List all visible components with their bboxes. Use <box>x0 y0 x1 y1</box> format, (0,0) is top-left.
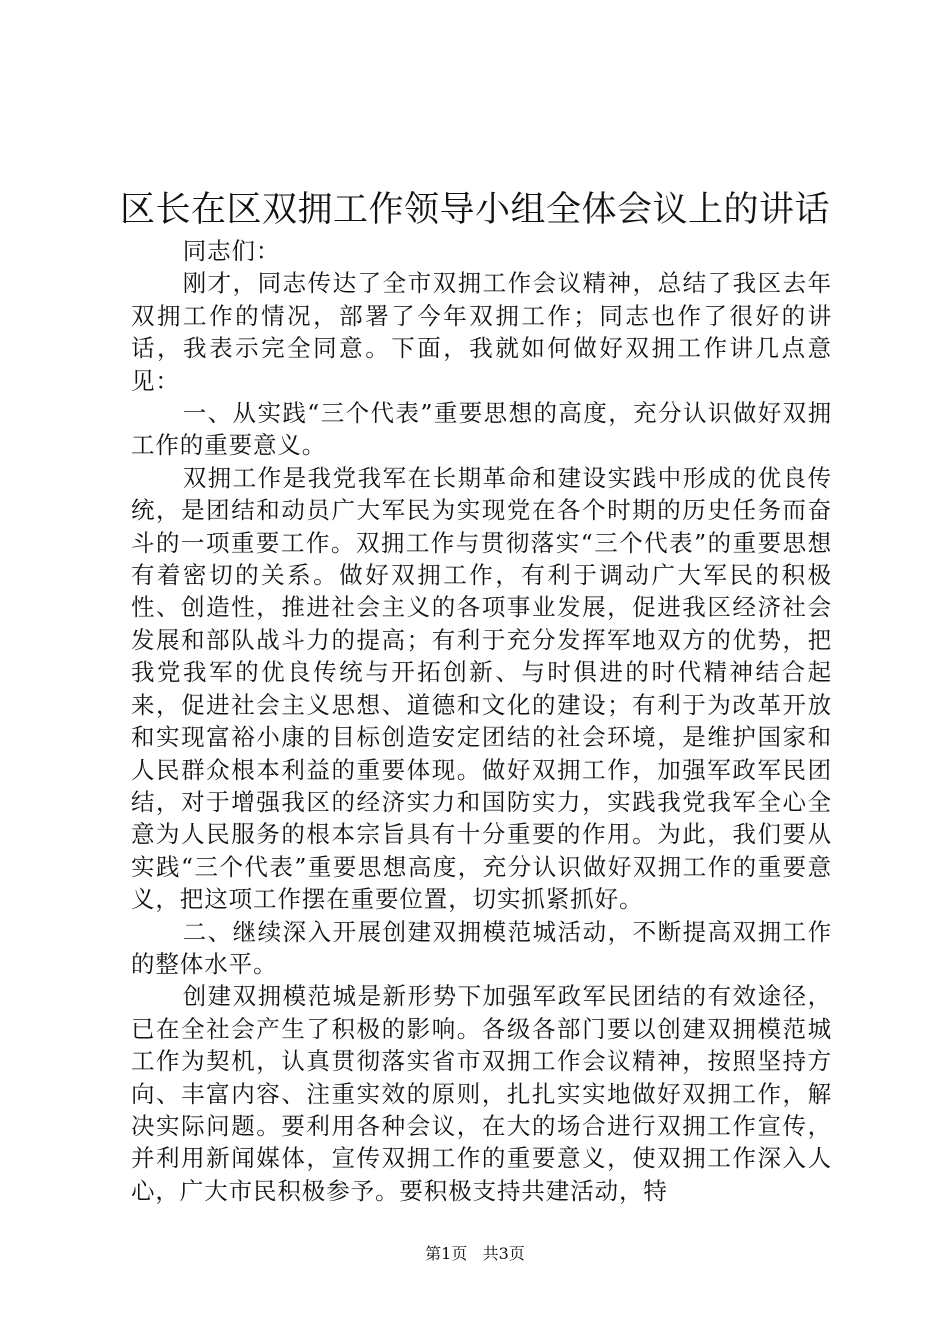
salutation-paragraph: 同志们： <box>182 237 281 265</box>
opening-paragraph: 刚才，同志传达了全市双拥工作会议精神，总结了我区去年双拥工作的情况，部署了今年双拥工作；同志也作了很好的讲话，我表示完全同意。下面，我就如何做好双拥工作讲几点意见： <box>131 269 832 395</box>
footer-spacer <box>472 1243 477 1265</box>
total-page-count: 共3页 <box>482 1244 525 1263</box>
section-2-paragraph: 创建双拥模范城是新形势下加强军政军民团结的有效途径，已在全社会产生了积极的影响。各级各部门要以创建双拥模范城工作为契机，认真贯彻落实省市双拥工作会议精神，按照坚持方向、丰富内容、注重实效的原则，扎扎实实地做好双拥工作，解决实际问题。要利用各种会议，在大的场合进行双拥工作宣传，并利用新闻媒体，宣传双拥工作的重要意义，使双拥工作深入人心，广大市民积极参予。要积极支持共建活动，特 <box>131 982 832 1205</box>
document-body <box>131 235 832 1207</box>
page-footer <box>0 1243 950 1265</box>
section-1-paragraph: 双拥工作是我党我军在长期革命和建设实践中形成的优良传统，是团结和动员广大军民为实现党在各个时期的历史任务而奋斗的一项重要工作。双拥工作与贯彻落实“三个代表”的重要思想有着密切的关系。做好双拥工作，有利于调动广大军民的积极性、创造性，推进社会主义的各项事业发展，促进我区经济社会发展和部队战斗力的提高；有利于充分发挥军地双方的优势，把我党我军的优良传统与开拓创新、与时俱进的时代精神结合起来，促进社会主义思想、道德和文化的建设；有利于为改革开放和实现富裕小康的目标创造安定团结的社会环境，是维护国家和人民群众根本利益的重要体现。做好双拥工作，加强军政军民团结，对于增强我区的经济实力和国防实力，实践我党我军全心全意为人民服务的根本宗旨具有十分重要的作用。为此，我们要从实践“三个代表”重要思想高度，充分认识做好双拥工作的重要意义，把这项工作摆在重要位置，切实抓紧抓好。 <box>131 463 832 914</box>
current-page-number: 第1页 <box>425 1244 468 1263</box>
section-heading-2: 二、继续深入开展创建双拥模范城活动，不断提高双拥工作的整体水平。 <box>131 917 832 978</box>
section-heading-1: 一、从实践“三个代表”重要思想的高度，充分认识做好双拥工作的重要意义。 <box>131 399 832 460</box>
document-title: 区长在区双拥工作领导小组全体会议上的讲话 <box>120 190 831 230</box>
